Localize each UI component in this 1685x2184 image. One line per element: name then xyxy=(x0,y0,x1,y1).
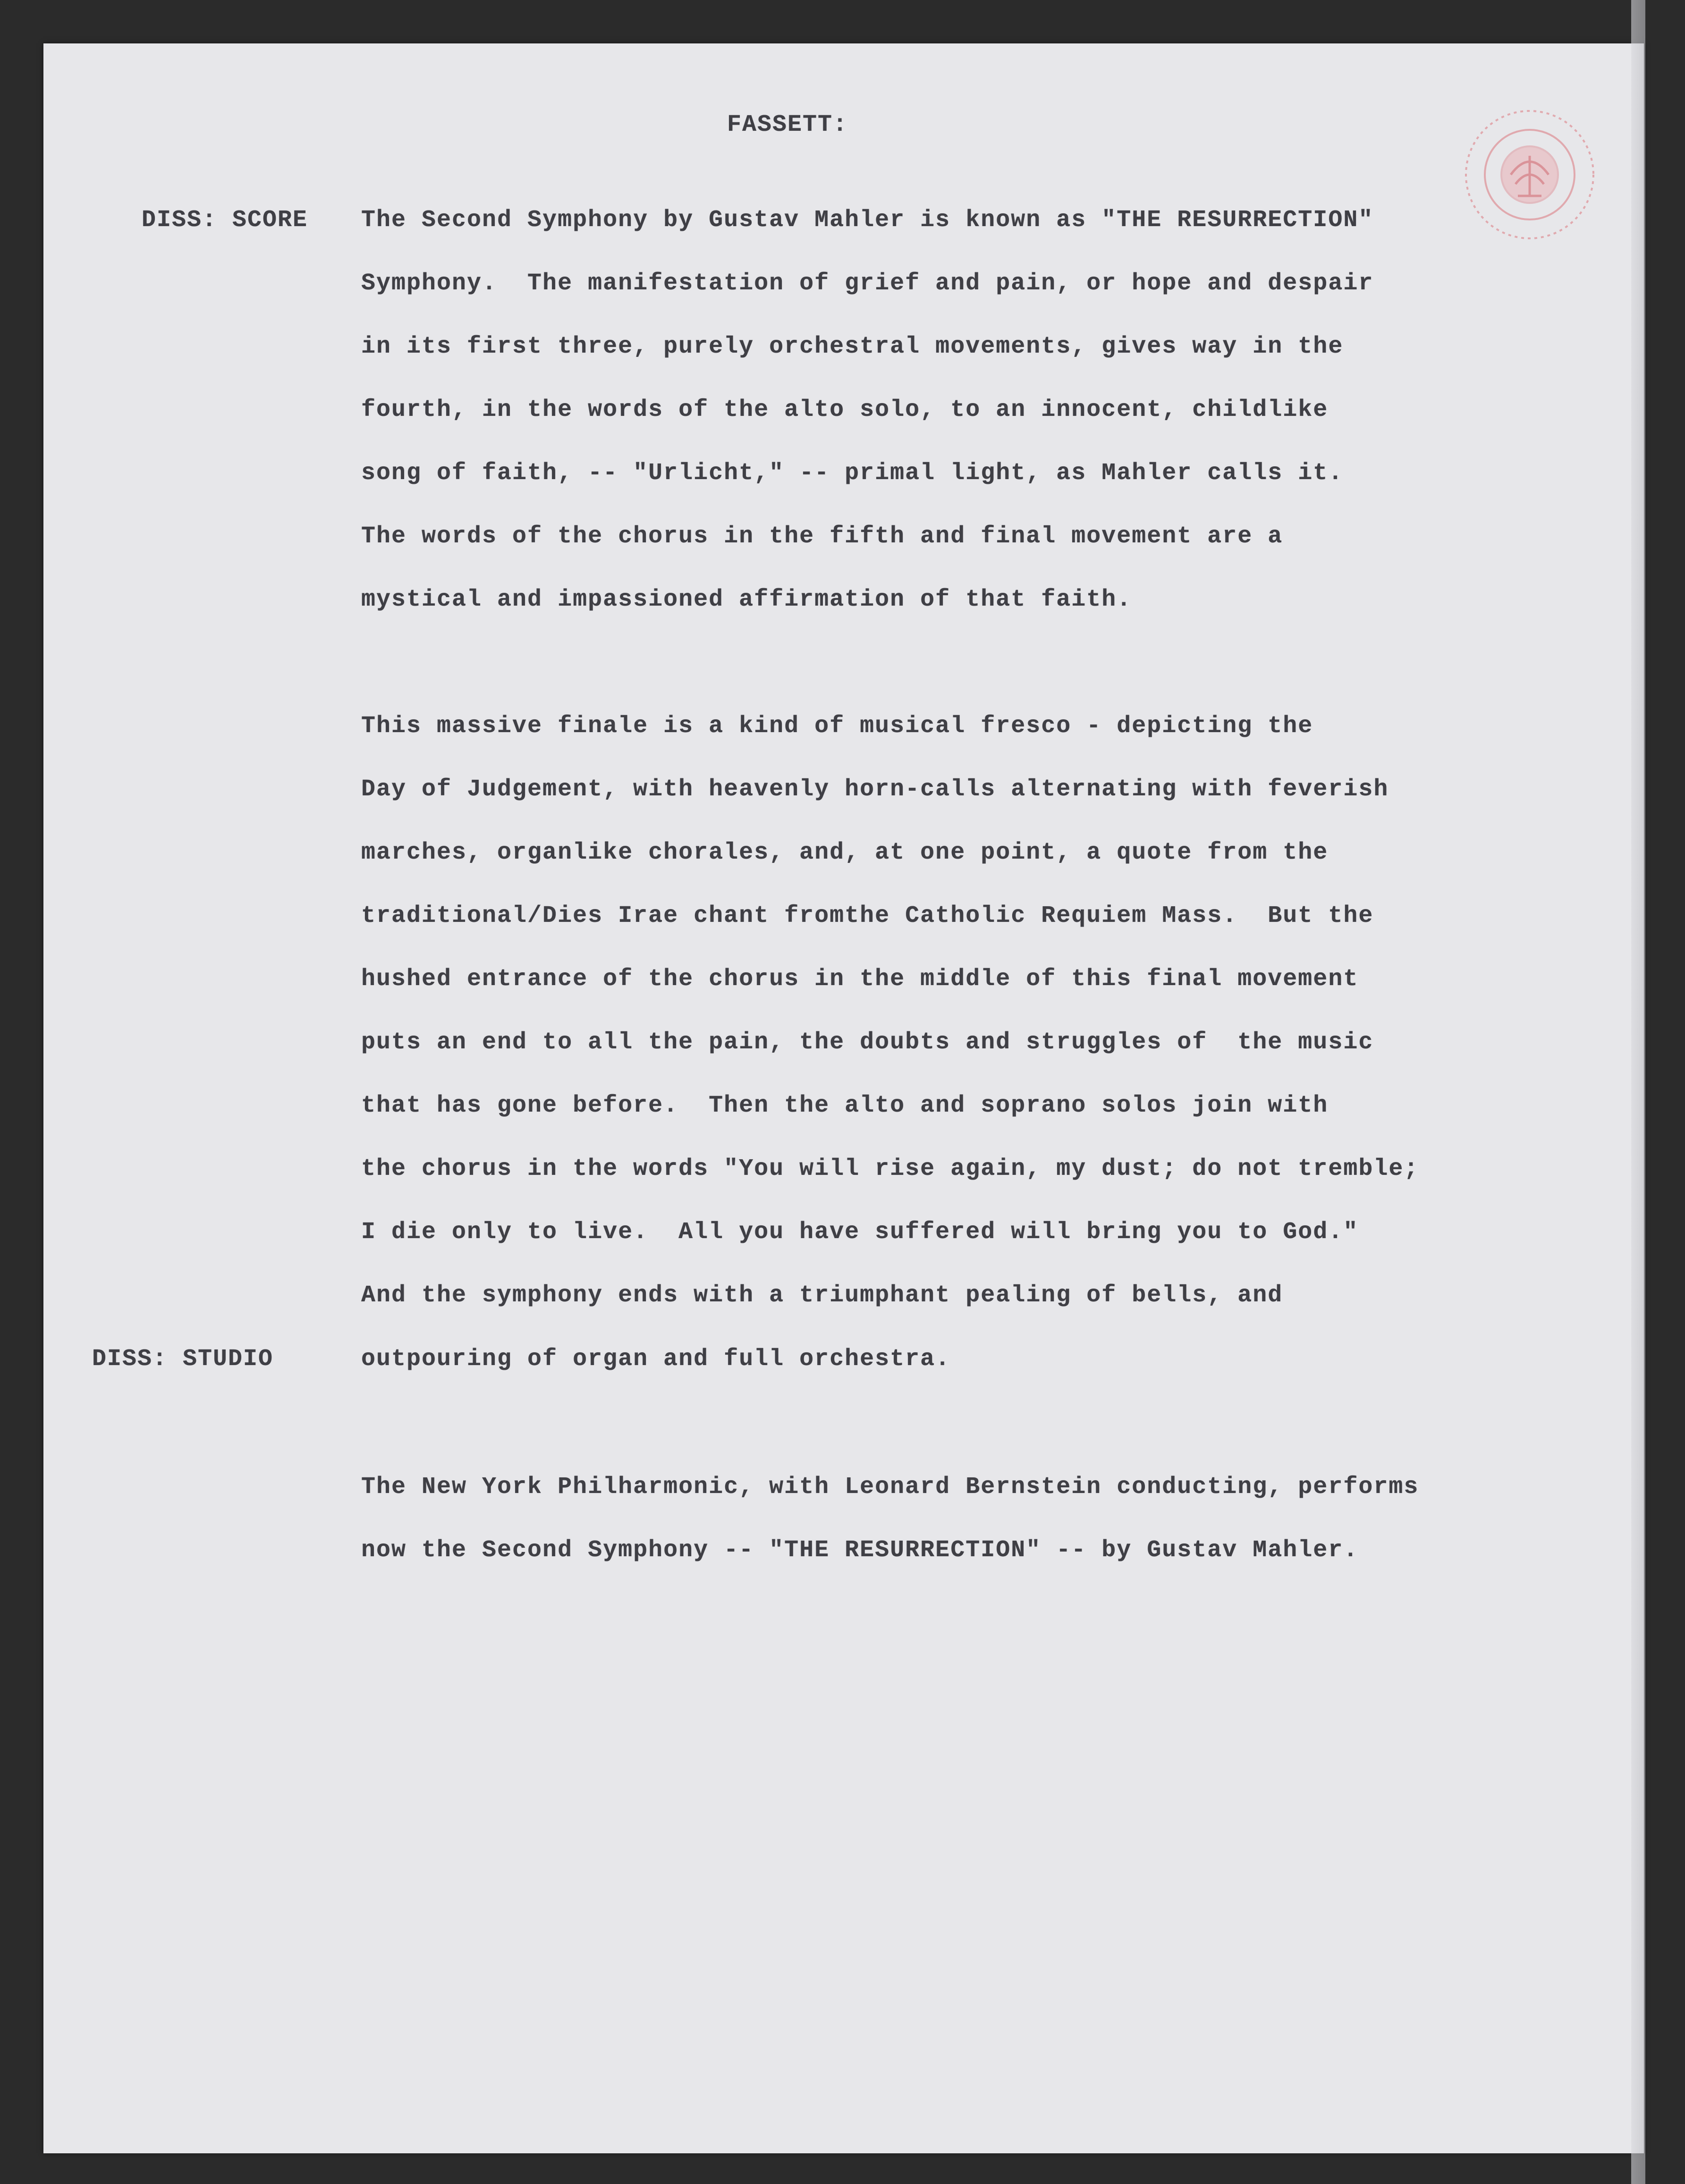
paragraph1-line-6: The words of the chorus in the fifth and final movement are a xyxy=(361,523,1283,550)
cue-diss-score: DISS: SCORE xyxy=(142,207,308,234)
paragraph2-line-9: I die only to live. All you have suffered will bring you to God." xyxy=(361,1219,1359,1246)
paragraph2-line-11: outpouring of organ and full orchestra. xyxy=(361,1346,951,1373)
paragraph2-line-8: the chorus in the words "You will rise again, my dust; do not tremble; xyxy=(361,1155,1419,1182)
paragraph1-line-3: in its first three, purely orchestral movements, gives way in the xyxy=(361,333,1344,360)
paragraph2-line-7: that has gone before. Then the alto and soprano solos join with xyxy=(361,1092,1329,1119)
paragraph2-line-3: marches, organlike chorales, and, at one point, a quote from the xyxy=(361,839,1329,866)
paper-edge xyxy=(1631,0,1645,2184)
paragraph1-line-4: fourth, in the words of the alto solo, to an innocent, childlike xyxy=(361,396,1329,423)
paragraph2-line-2: Day of Judgement, with heavenly horn-calls alternating with feverish xyxy=(361,776,1389,803)
paragraph3-line-2: now the Second Symphony -- "THE RESURRECTION" -- by Gustav Mahler. xyxy=(361,1537,1359,1564)
paragraph1-line-2: Symphony. The manifestation of grief and pain, or hope and despair xyxy=(361,270,1374,297)
paragraph1-line-5: song of faith, -- "Urlicht," -- primal light, as Mahler calls it. xyxy=(361,460,1344,487)
paragraph2-line-1: This massive finale is a kind of musical fresco - depicting the xyxy=(361,713,1313,740)
paragraph2-line-4: traditional/Dies Irae chant fromthe Catholic Requiem Mass. But the xyxy=(361,902,1374,929)
header-speaker: FASSETT: xyxy=(727,111,848,138)
paragraph2-line-5: hushed entrance of the chorus in the middle of this final movement xyxy=(361,966,1359,993)
paragraph1-line-7: mystical and impassioned affirmation of that faith. xyxy=(361,586,1132,613)
cue-diss-studio: DISS: STUDIO xyxy=(92,1346,274,1373)
library-stamp-icon xyxy=(1459,104,1600,245)
paragraph3-line-1: The New York Philharmonic, with Leonard Bernstein conducting, performs xyxy=(361,1474,1419,1501)
paragraph2-line-10: And the symphony ends with a triumphant pealing of bells, and xyxy=(361,1282,1283,1309)
paragraph1-line-1: The Second Symphony by Gustav Mahler is known as "THE RESURRECTION" xyxy=(361,207,1374,234)
paragraph2-line-6: puts an end to all the pain, the doubts and struggles of the music xyxy=(361,1029,1374,1056)
